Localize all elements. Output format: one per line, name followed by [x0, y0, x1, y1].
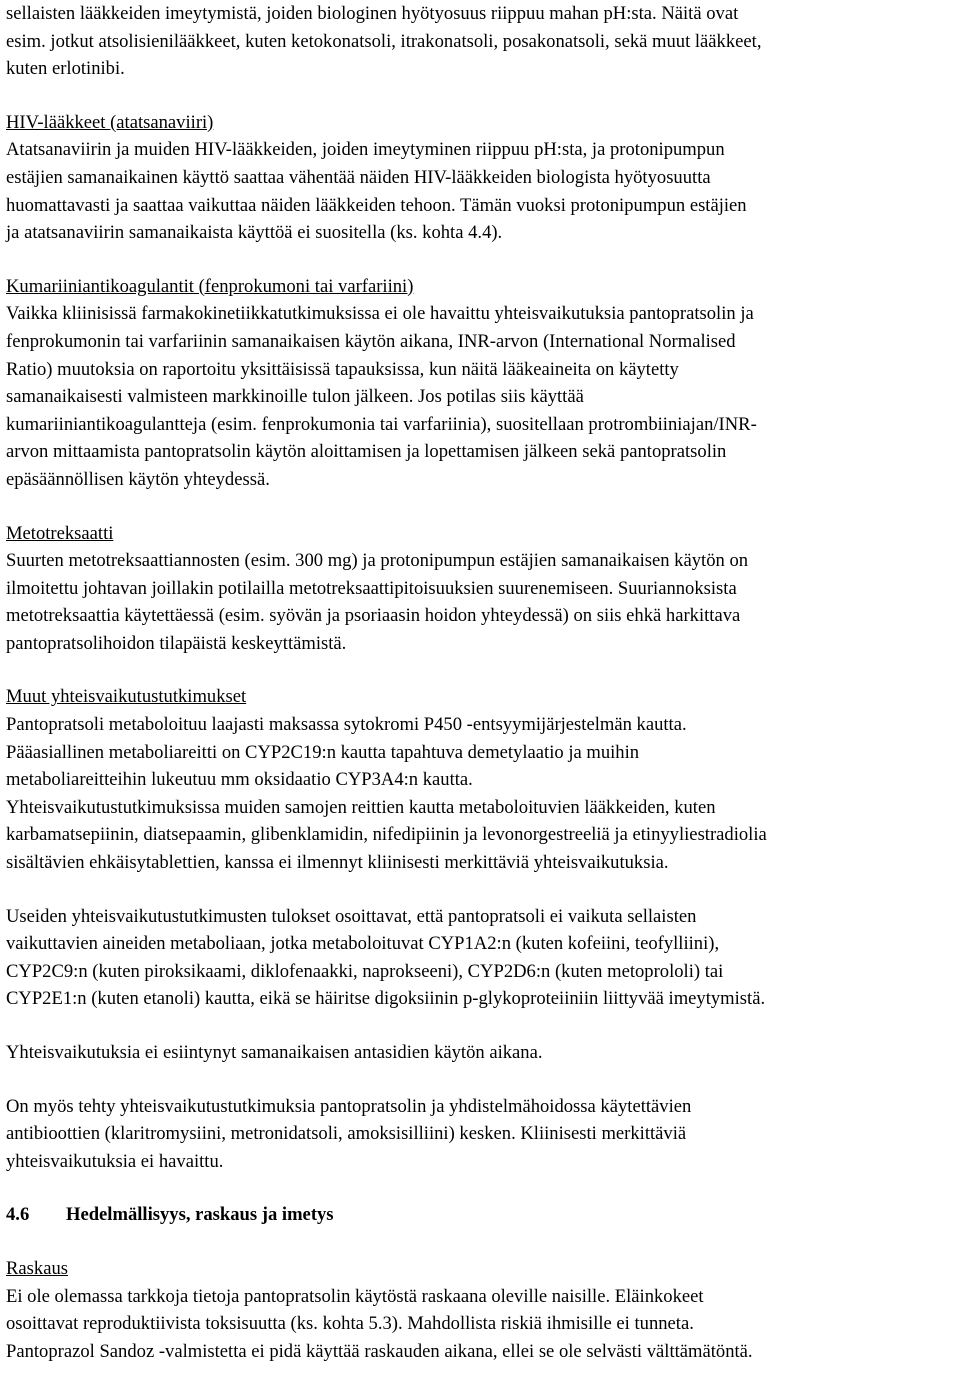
paragraph-line: Atatsanaviirin ja muiden HIV-lääkkeiden, joiden imeytyminen riippuu pH:sta, ja protonipumpun: [6, 139, 725, 161]
paragraph-line: CYP2C9:n (kuten piroksikaami, diklofenaakki, naprokseeni), CYP2D6:n (kuten metoprololi) tai: [6, 960, 724, 982]
subheading-muut: Muut yhteisvaikutustutkimukset: [6, 686, 247, 708]
paragraph-line: esim. jotkut atsolisienilääkkeet, kuten ketokonatsoli, itrakonatsoli, posakonatsoli, sekä muut lääkkeet,: [6, 30, 762, 52]
section-number: 4.6: [6, 1204, 30, 1226]
paragraph-line: fenprokumonin tai varfariinin samanaikaisen käytön aikana, INR-arvon (International Normalised: [6, 330, 736, 352]
paragraph-line: kumariiniantikoagulantteja (esim. fenprokumonia tai varfariinia), suositellaan protrombiiniajan/INR-: [6, 413, 757, 435]
paragraph-line: epäsäännöllisen käytön yhteydessä.: [6, 468, 270, 490]
paragraph-line: vaikuttavien aineiden metaboliaan, jotka metaboloituvat CYP1A2:n (kuten kofeiini, teofylliini),: [6, 933, 720, 955]
subheading-metotreksaatti: Metotreksaatti: [6, 522, 114, 544]
paragraph-line: yhteisvaikutuksia ei havaittu.: [6, 1150, 224, 1172]
paragraph-line: Ei ole olemassa tarkkoja tietoja pantopratsolin käytöstä raskaana oleville naisille. Eläinkokeet: [6, 1285, 704, 1307]
paragraph-line: osoittavat reproduktiivista toksisuutta (ks. kohta 5.3). Mahdollista riskiä ihmisille ei tunneta.: [6, 1313, 694, 1335]
paragraph-line: Ratio) muutoksia on raportoitu yksittäisissä tapauksissa, kun näitä lääkeaineita on käytetty: [6, 358, 679, 380]
spacer: [6, 494, 950, 520]
spacer: [6, 1013, 950, 1039]
document-page: [6, 0, 950, 1365]
paragraph-line: ja atatsanaviirin samanaikaista käyttöä ei suositella (ks. kohta 4.4).: [6, 222, 503, 244]
spacer: [6, 1229, 950, 1255]
paragraph-line: sellaisten lääkkeiden imeytymistä, joiden biologinen hyötyosuus riippuu mahan pH:sta. Näitä ovat: [6, 3, 739, 24]
paragraph-line: metaboliareitteihin lukeutuu mm oksidaatio CYP3A4:n kautta.: [6, 769, 473, 791]
paragraph-line: huomattavasti ja saattaa vaikuttaa näiden lääkkeiden tehoon. Tämän vuoksi protonipumpun estäjien: [6, 194, 747, 216]
paragraph-line: sisältävien ehkäisytablettien, kanssa ei ilmennyt kliinisesti merkittäviä yhteisvaikutuksia.: [6, 852, 669, 874]
spacer: [6, 1175, 950, 1201]
paragraph-line: karbamatsepiinin, diatsepaamin, glibenklamidin, nifedipiinin ja levonorgestreeliä ja etinyyliestradiolia: [6, 824, 767, 846]
paragraph-line: antibioottien (klaritromysiini, metronidatsoli, amoksisilliini) kesken. Kliinisesti merkittäviä: [6, 1123, 687, 1145]
spacer: [6, 1067, 950, 1093]
paragraph-line: samanaikaisesti valmisteen markkinoille tulon jälkeen. Jos potilas siis käyttää: [6, 386, 584, 408]
paragraph-line: metotreksaattia käytettäessä (esim. syövän ja psoriaasin hoidon yhteydessä) on siis ehkä harkittava: [6, 605, 741, 627]
paragraph-line: Pantopratsoli metaboloituu laajasti maksassa sytokromi P450 -entsyymijärjestelmän kautta.: [6, 714, 687, 736]
paragraph-line: Yhteisvaikutuksia ei esiintynyt samanaikaisen antasidien käytön aikana.: [6, 1042, 543, 1063]
spacer: [6, 877, 950, 903]
section-title: Hedelmällisyys, raskaus ja imetys: [66, 1204, 334, 1226]
paragraph-line: Pantoprazol Sandoz -valmistetta ei pidä käyttää raskauden aikana, ellei se ole selvästi välttämätöntä.: [6, 1340, 753, 1362]
paragraph-line: estäjien samanaikainen käyttö saattaa vähentää näiden HIV-lääkkeiden biologista hyötyosuutta: [6, 166, 711, 188]
subheading-hiv: HIV-lääkkeet (atatsanaviiri): [6, 111, 214, 133]
paragraph-line: arvon mittaamista pantopratsolin käytön aloittamisen ja lopettamisen jälkeen sekä pantopratsolin: [6, 441, 727, 463]
spacer: [6, 83, 950, 109]
section-heading-4-6: [6, 1201, 950, 1229]
spacer: [6, 247, 950, 273]
paragraph-line: pantopratsolihoidon tilapäistä keskeyttämistä.: [6, 632, 347, 654]
paragraph-line: On myös tehty yhteisvaikutustutkimuksia pantopratsolin ja yhdistelmähoidossa käytettävien: [6, 1095, 692, 1117]
subheading-raskaus: Raskaus: [6, 1257, 68, 1279]
subheading-kumariini: Kumariiniantikoagulantit (fenprokumoni tai varfariini): [6, 275, 414, 297]
paragraph-line: Useiden yhteisvaikutustutkimusten tulokset osoittavat, että pantopratsoli ei vaikuta sellaisten: [6, 905, 697, 927]
paragraph-line: CYP2E1:n (kuten etanoli) kautta, eikä se häiritse digoksiinin p-glykoproteiiniin liittyvää imeytymistä.: [6, 988, 766, 1010]
spacer: [6, 657, 950, 683]
paragraph-line: ilmoitettu johtavan joillakin potilailla metotreksaattipitoisuuksien suurenemiseen. Suuriannoksista: [6, 577, 737, 599]
paragraph-line: Pääasiallinen metaboliareitti on CYP2C19:n kautta tapahtuva demetylaatio ja muihin: [6, 741, 640, 763]
paragraph-line: kuten erlotinibi.: [6, 58, 125, 80]
paragraph-line: Suurten metotreksaattiannosten (esim. 300 mg) ja protonipumpun estäjien samanaikaisen käytön on: [6, 550, 749, 572]
paragraph-line: Yhteisvaikutustutkimuksissa muiden samojen reittien kautta metaboloituvien lääkkeiden, kuten: [6, 796, 716, 818]
paragraph-line: Vaikka kliinisissä farmakokinetiikkatutkimuksissa ei ole havaittu yhteisvaikutuksia pantopratsolin ja: [6, 303, 754, 325]
